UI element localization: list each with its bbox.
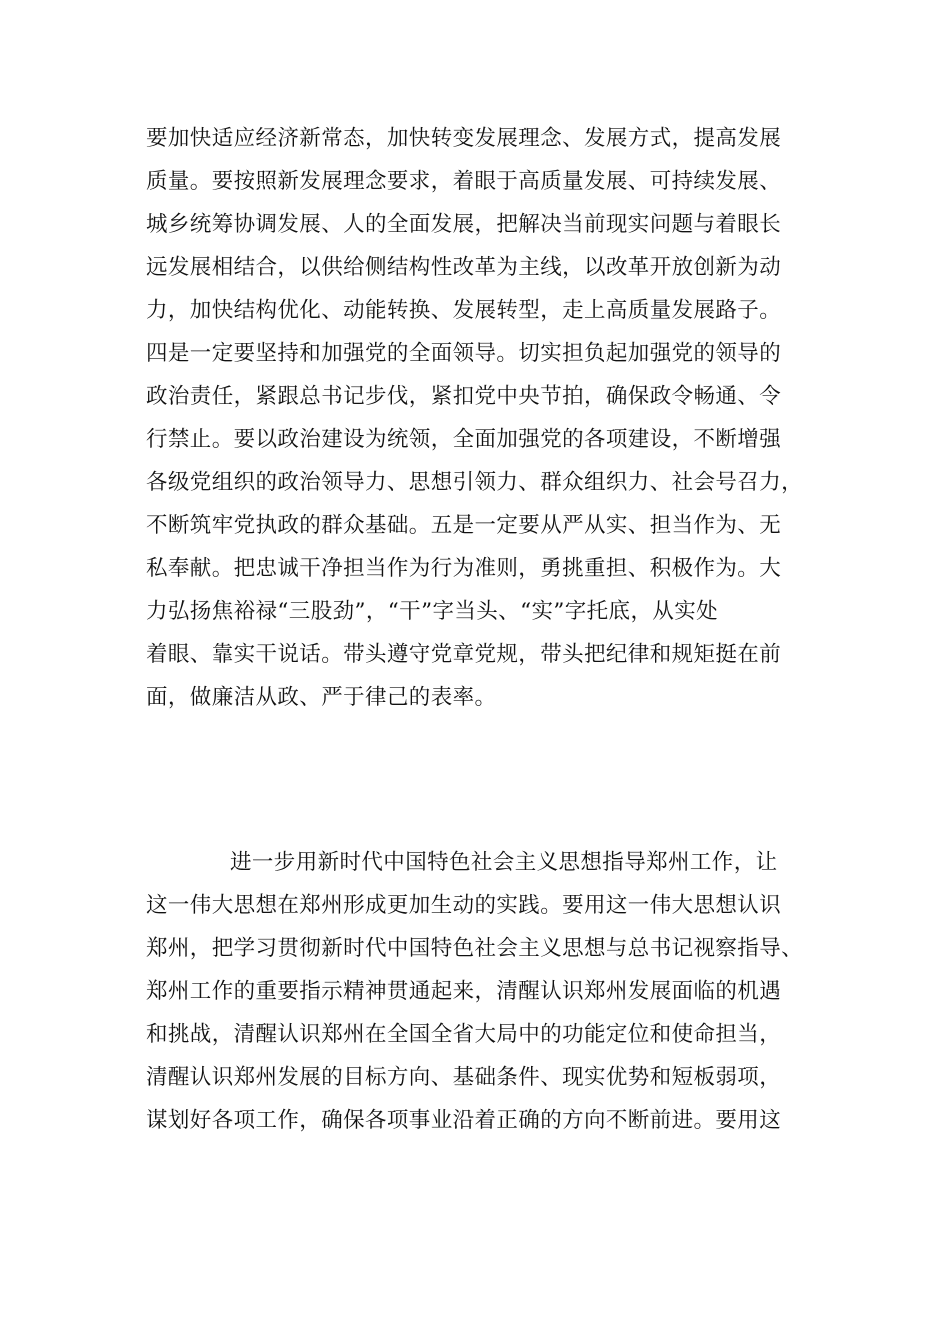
text-line: 进一步用新时代中国特色社会主义思想指导郑州工作，让 xyxy=(230,850,778,875)
text-line: 要加快适应经济新常态，加快转变发展理念、发展方式，提高发展 xyxy=(146,126,782,151)
paragraph-2 xyxy=(146,841,806,1142)
text-line: 行禁止。要以政治建设为统领，全面加强党的各项建设，不断增强 xyxy=(146,427,782,452)
text-line: 力弘扬焦裕禄“三股劲”，“干”字当头、“实”字托底，从实处 xyxy=(146,599,719,624)
text-line: 力，加快结构优化、动能转换、发展转型，走上高质量发展路子。 xyxy=(146,298,782,323)
text-line: 清醒认识郑州发展的目标方向、基础条件、现实优势和短板弱项， xyxy=(146,1065,782,1090)
text-line: 面，做廉洁从政、严于律己的表率。 xyxy=(146,685,497,710)
text-line: 这一伟大思想在郑州形成更加生动的实践。要用这一伟大思想认识 xyxy=(146,893,782,918)
text-line: 远发展相结合，以供给侧结构性改革为主线，以改革开放创新为动 xyxy=(146,255,782,280)
text-line: 郑州，把学习贯彻新时代中国特色社会主义思想与总书记视察指导、 xyxy=(146,936,804,961)
text-line: 和挑战，清醒认识郑州在全国全省大局中的功能定位和使命担当， xyxy=(146,1022,782,1047)
text-line: 着眼、靠实干说话。带头遵守党章党规，带头把纪律和规矩挺在前 xyxy=(146,642,782,667)
paragraph-1 xyxy=(146,117,806,719)
text-line: 质量。要按照新发展理念要求，着眼于高质量发展、可持续发展、 xyxy=(146,169,782,194)
text-line: 政治责任，紧跟总书记步伐，紧扣党中央节拍，确保政令畅通、令 xyxy=(146,384,782,409)
text-line: 郑州工作的重要指示精神贯通起来，清醒认识郑州发展面临的机遇 xyxy=(146,979,782,1004)
text-line: 城乡统筹协调发展、人的全面发展，把解决当前现实问题与着眼长 xyxy=(146,212,782,237)
text-line: 四是一定要坚持和加强党的全面领导。切实担负起加强党的领导的 xyxy=(146,341,782,366)
text-line: 不断筑牢党执政的群众基础。五是一定要从严从实、担当作为、无 xyxy=(146,513,782,538)
text-line: 谋划好各项工作，确保各项事业沿着正确的方向不断前进。要用这 xyxy=(146,1108,782,1133)
text-line: 各级党组织的政治领导力、思想引领力、群众组织力、社会号召力， xyxy=(146,470,804,495)
text-line: 私奉献。把忠诚干净担当作为行为准则，勇挑重担、积极作为。大 xyxy=(146,556,782,581)
